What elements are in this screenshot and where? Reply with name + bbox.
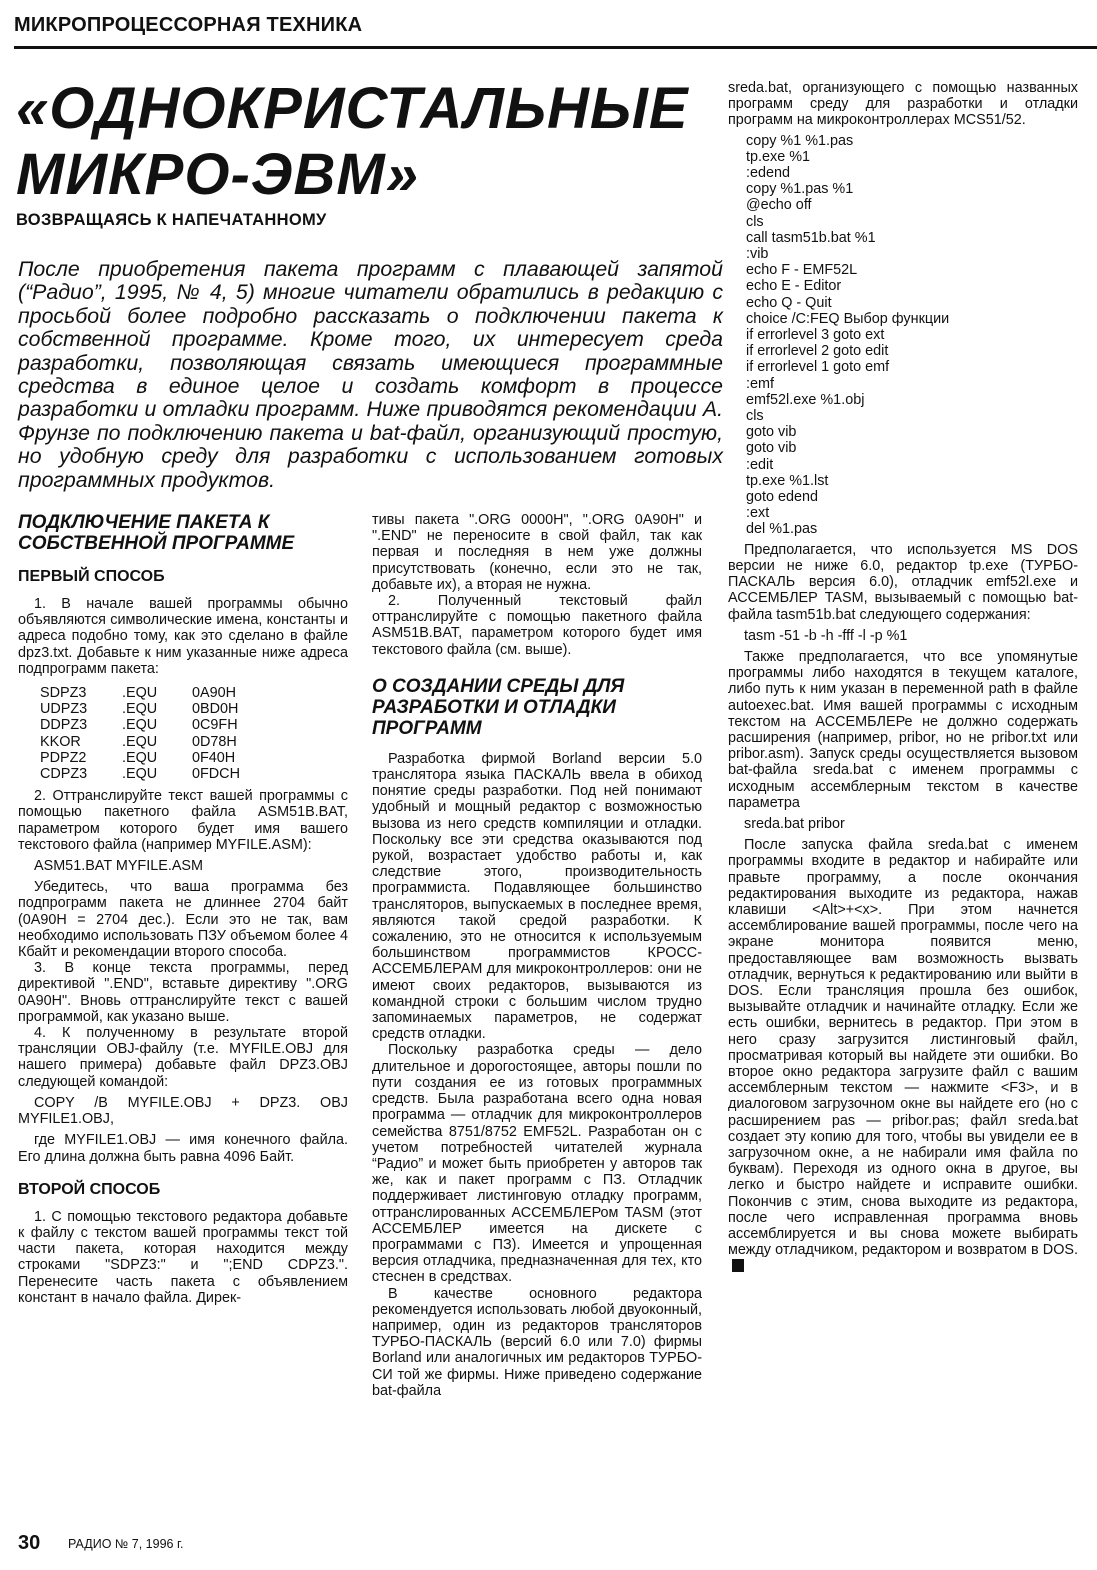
paragraph: Разработка фирмой Borland версии 5.0 транслятора языка ПАСКАЛЬ ввела в обиход понятие среды разработки. Под ней понимают удобный и мощный редактор с возможностью вызова из него средств компиляции и отладки. Поскольку все эти средства оказываются под рукой, возрастает удобство работы и, как следствие этого, производительность программиста. Подавляющее большинство трансляторов, выпускаемых в последнее время, являются такой средой разработки. К сожалению, это не относится к используемым большинством программистов КРОСС-АССЕМБЛЕРАМ для микроконтроллеров: они не имеют своих редакторов, вызываются из командной строки с большим числом трудно запоминаемых параметров, не содержат средств отладки. [372, 750, 702, 1043]
paragraph: 2. Полученный текстовый файл оттранслируйте с помощью пакетного файла ASM51B.BAT, параметром которого будет имя текстового файла (см. выше). [372, 593, 702, 658]
section-rubric: МИКРОПРОЦЕССОРНАЯ ТЕХНИКА [14, 14, 363, 36]
bat-listing [728, 133, 1078, 538]
equ-directive: .EQU [122, 733, 158, 750]
method1-heading: ПЕРВЫЙ СПОСОБ [18, 568, 165, 585]
column-1 [18, 512, 348, 1306]
article-subtitle: ВОЗВРАЩАЯСЬ К НАПЕЧАТАННОМУ [16, 211, 327, 229]
equ-directive: .EQU [122, 685, 158, 702]
article-lead: После приобретения пакета программ с плавающей запятой (“Радио”, 1995, № 4, 5) многие читатели обратились в редакцию с просьбой более подробно рассказать о подключении пакета к собственной программе. Кроме того, их интересует среда разработки, позволяющая связать имеющиеся программные средства в единое целое и создать комфорт в процессе разработки и отладки программ. Ниже приводятся рекомендации А. Фрунзе по подключению пакета и bat-файл, организующий простую, но удобную среду для разработки с использованием готовых программных продуктов. [18, 257, 723, 492]
code-line: :ext [746, 505, 770, 522]
code-line: echo Q - Quit [746, 294, 832, 311]
equ-row [40, 734, 348, 750]
code-line: :edend [746, 165, 791, 182]
paragraph: 3. В конце текста программы, перед директивой ".END", вставьте директиву ".ORG 0A90H". Вновь оттранслируйте текст с вашей программой, как указано выше. [18, 960, 348, 1025]
equ-name: CDPZ3 [40, 766, 88, 783]
equ-value: 0A90H [192, 685, 237, 702]
column-2 [372, 512, 702, 1399]
equ-row [40, 685, 348, 701]
paragraph-text: После запуска файла sreda.bat с именем программы входите в редактор и набирайте или правьте программу, а после окончания редактирования выходите из редактора, нажав клавиши <Alt>+<x>. При этом начнется ассемблирование вашей программы, после чего на экране монитора появится меню, предоставляющее вам возможность вызвать отладчик, вернуться к редактированию или выйти в DOS. Если трансляция прошла без ошибок, вызывайте отладчик и начинайте отладку. Если же есть ошибки, вернитесь в редактор. При этом в него сразу загрузится листинговый файл, просматривая который вы найдете эти ошибки. Во второе окно редактора загрузите файл с вашим ассемблерным текстом — нажмите <F3>, и в диалоговом загрузочном окне вы найдете его (но с расширением pas — pribor.pas; файл sreda.bat создает эту копию для того, чтобы вы увидели ее в загрузочном окне, а не набирали имя файла по буквам). Переходя из одного окна в другое, вы легко и быстро найдете и исправите ошибки. Покончив с этим, снова выходите из редактора, после чего исправленная программа вновь ассемблируется и вы снова можете выбирать между отладчиком, редактором и возвратом в DOS. [728, 837, 1078, 1259]
equ-name: KKOR [40, 733, 81, 750]
paragraph: Поскольку разработка среды — дело длительное и дорогостоящее, авторы пошли по пути создания ее из готовых программных средств. Была разработана всего одна новая программа — отладчик для микроконтроллеров семейства 8751/8752 EMF52L. Разработан он с учетом потребностей читателей журнала “Радио” и может быть приобретен у авторов так же, как и пакет программ с ПЗ. Отладчик поддерживает листинговую отладку программ, оттранслированных АССЕМБЛЕРом TASM (этот АССЕМБЛЕР имеется на дискете с программами с ПЗ). Имеется и упрощенная версия отладчика, предназначенная для тех, кто стеснен в средствах. [372, 1042, 702, 1286]
title-line-2: МИКРО-ЭВМ» [16, 142, 419, 207]
paragraph: 1. В начале вашей программы обычно объявляются символические имена, константы и адреса подобно тому, как это сделано в файле dpz3.txt. Добавьте к ним указанные ниже адреса подпрограмм пакета: [18, 596, 348, 677]
section-heading-environment: О СОЗДАНИИ СРЕДЫ ДЛЯ РАЗРАБОТКИ И ОТЛАДКИ ПРОГРАММ [372, 675, 625, 739]
code-line: copy %1.pas %1 [746, 181, 854, 198]
article-title [16, 76, 689, 208]
code-line: :edit [746, 456, 774, 473]
code-line: tp.exe %1.lst [746, 472, 829, 489]
command-line: tasm -51 -b -h -fff -l -p %1 [744, 627, 908, 644]
equ-name: SDPZ3 [40, 685, 87, 702]
paragraph: 1. С помощью текстового редактора добавьте к файлу с текстом вашей программы текст той части пакета, которая находится между строками "SDPZ3:" и ";END CDPZ3.". Перенесите часть пакета с объявлением констант в начало файла. Дирек- [18, 1208, 348, 1306]
equ-directive: .EQU [122, 749, 158, 766]
code-line: if errorlevel 3 goto ext [746, 327, 885, 344]
code-line: :emf [746, 375, 774, 392]
code-line: :vib [746, 246, 769, 263]
code-line: @echo off [746, 197, 812, 214]
equ-value: 0F40H [192, 749, 236, 766]
equ-name: PDPZ2 [40, 749, 87, 766]
column-3 [728, 80, 1078, 1275]
equ-directive: .EQU [122, 717, 158, 734]
code-line: if errorlevel 2 goto edit [746, 343, 889, 360]
code-line: echo E - Editor [746, 278, 842, 295]
method2-heading: ВТОРОЙ СПОСОБ [18, 1180, 161, 1198]
equ-directive: .EQU [122, 701, 158, 718]
paragraph: Предполагается, что используется MS DOS версии не ниже 6.0, редактор tp.exe (ТУРБО-ПАСКАЛЬ версия 6.0), отладчик emf52l.exe и АССЕМБЛЕР TASM, вызываемый с помощью bat-файла tasm51b.bat следующего содержания: [728, 541, 1078, 623]
paragraph: Убедитесь, что ваша программа без подпрограмм пакета не длиннее 2704 байт (0A90H = 2704 дес.). Если это не так, вам необходимо использовать ПЗУ объемом более 4 Кбайт и рекомендации второго способа. [18, 879, 348, 961]
command-line: ASM51.BAT MYFILE.ASM [34, 858, 204, 875]
equ-value: 0C9FH [192, 717, 238, 734]
code-line: if errorlevel 1 goto emf [746, 359, 890, 376]
paragraph: В качестве основного редактора рекомендуется использовать любой двуоконный, например, один из редакторов трансляторов ТУРБО-ПАСКАЛЬ (версий 6.0 или 7.0) фирмы Borland или аналогичных им редакторов ТУРБО-СИ той же фирмы. Ниже приведено содержание bat-файла [372, 1285, 702, 1399]
paragraph: где MYFILE1.OBJ — имя конечного файла. Его длина должна быть равна 4096 Байт. [18, 1132, 348, 1165]
equ-row [40, 717, 348, 733]
code-line: choice /C:FEQ Выбор функции [746, 310, 950, 327]
issue-info: РАДИО № 7, 1996 г. [68, 1537, 184, 1551]
code-line: call tasm51b.bat %1 [746, 229, 876, 246]
code-line: goto edend [746, 489, 819, 506]
equ-directive: .EQU [122, 766, 158, 783]
header-rule [14, 46, 1097, 49]
page-number: 30 [18, 1532, 41, 1554]
equ-table [18, 685, 348, 782]
code-line: tp.exe %1 [746, 148, 810, 165]
code-line: emf52l.exe %1.obj [746, 391, 865, 408]
command-line: COPY /B MYFILE.OBJ + DPZ3. OBJ MYFILE1.OBJ, [18, 1094, 348, 1128]
paragraph: Также предполагается, что все упомянутые программы либо находятся в текущем каталоге, либо путь к ним указан в переменной path в файле autoexec.bat. Имя вашей программы с исходным текстом на АССЕМБЛЕРе не должно содержать расширения (например, pribor, но не pribor.txt или pribor.asm). Запуск среды осуществляется вызовом bat-файла sreda.bat с именем программы с исходным ассемблерным текстом в качестве параметра [728, 648, 1078, 811]
code-line: del %1.pas [746, 521, 818, 538]
code-line: goto vib [746, 424, 797, 441]
paragraph: 2. Оттранслируйте текст вашей программы с помощью пакетного файла ASM51B.BAT, параметром которого будет имя вашего текстового файла (например MYFILE.ASM): [18, 788, 348, 853]
paragraph [728, 837, 1078, 1274]
end-of-article-mark-icon [732, 1259, 744, 1272]
code-line: cls [746, 408, 764, 425]
equ-value: 0FDCH [192, 766, 240, 783]
code-line: cls [746, 213, 764, 230]
equ-name: DDPZ3 [40, 717, 88, 734]
equ-name: UDPZ3 [40, 701, 88, 718]
code-line: goto vib [746, 440, 797, 457]
equ-row [40, 750, 348, 766]
equ-row [40, 766, 348, 782]
code-line: echo F - EMF52L [746, 262, 858, 279]
paragraph: sreda.bat, организующего с помощью названных программ среду для разработки и отладки программ на микроконтроллерах MCS51/52. [728, 80, 1078, 129]
code-line: copy %1 %1.pas [746, 132, 854, 149]
command-line: sreda.bat pribor [744, 815, 845, 832]
section-heading-connect: ПОДКЛЮЧЕНИЕ ПАКЕТА К СОБСТВЕННОЙ ПРОГРАММЕ [18, 512, 295, 554]
equ-row [40, 701, 348, 717]
equ-value: 0D78H [192, 733, 237, 750]
paragraph: 4. К полученному в результате второй трансляции OBJ-файлу (т.е. MYFILE.OBJ для нашего примера) добавьте файл DPZ3.OBJ следующей командой: [18, 1025, 348, 1090]
title-line-1: «ОДНОКРИСТАЛЬНЫЕ [16, 76, 689, 141]
paragraph: тивы пакета ".ORG 0000H", ".ORG 0A90H" и ".END" не переносите в свой файл, так как первая и последняя в нем уже должны присутствовать (конечно, если это не так, добавьте их), а вторая не нужна. [372, 512, 702, 593]
equ-value: 0BD0H [192, 701, 239, 718]
